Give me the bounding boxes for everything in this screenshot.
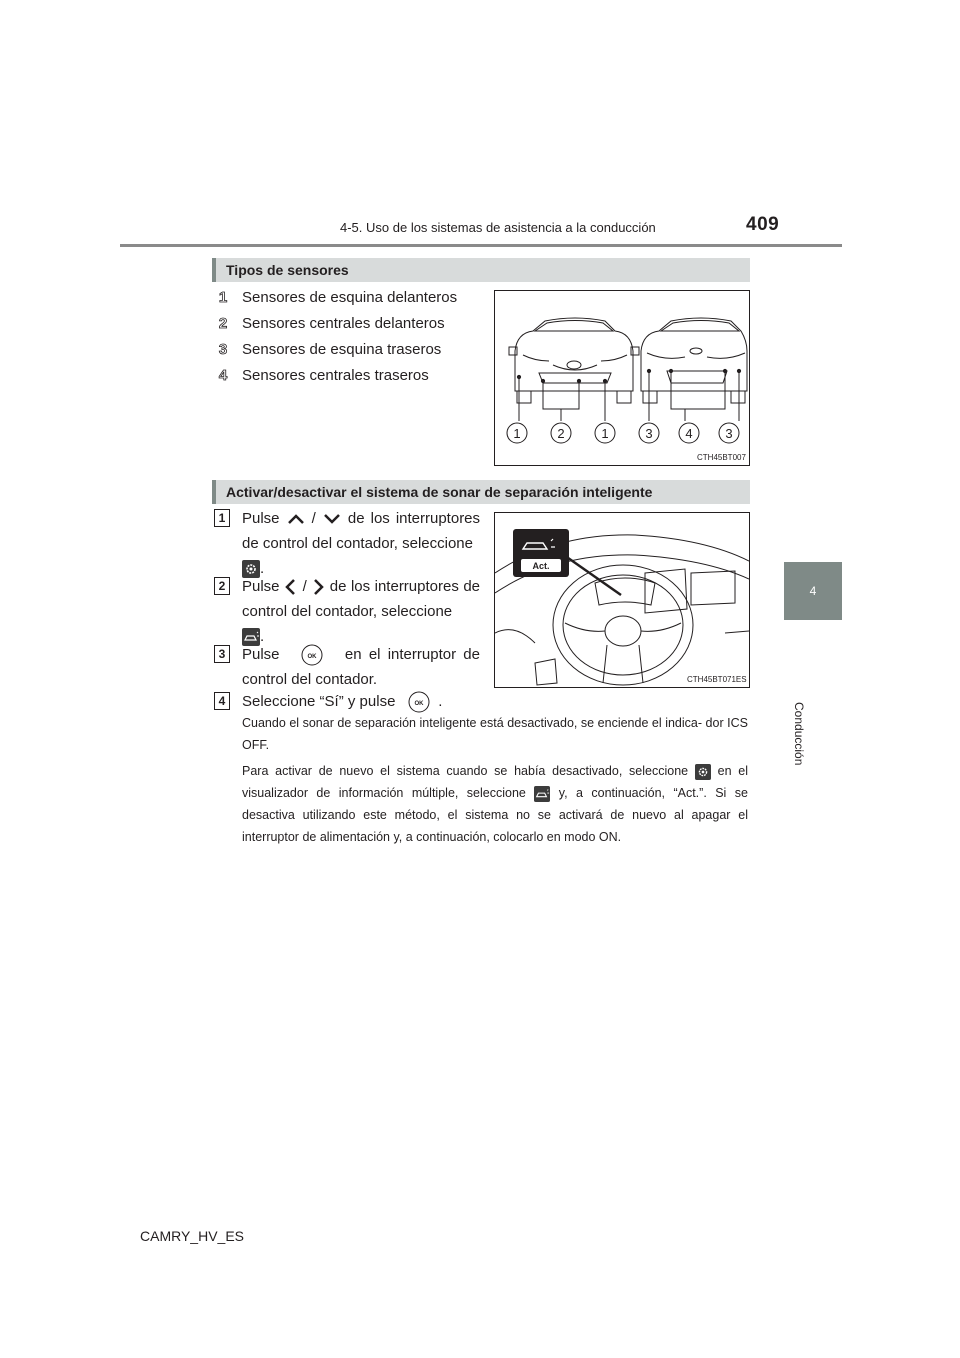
- note-text-part: Para activar de nuevo el sistema cuando se había desactivado, seleccione: [242, 764, 689, 778]
- item-number: 2: [218, 314, 228, 332]
- step-text-part: de los interruptores de control del contador, seleccione: [242, 578, 481, 620]
- step-text-part: Pulse: [242, 510, 280, 527]
- callout-label: 3: [645, 426, 653, 441]
- step-text-part: en el interruptor de control del contador.: [242, 646, 480, 688]
- gear-icon: [695, 764, 711, 780]
- step-text: [242, 689, 542, 714]
- step-text-part: /: [302, 578, 307, 595]
- chevron-right-icon: [311, 578, 325, 596]
- footer-model: CAMRY_HV_ES: [140, 1228, 245, 1244]
- meter-control-figure: [494, 512, 750, 688]
- callout-label: 1: [513, 426, 521, 441]
- section-title-activate: [212, 480, 750, 504]
- list-item: [214, 364, 429, 386]
- note-paragraph: Cuando el sonar de separación inteligente está desactivado, se enciende el indica- dor ICS OFF.: [242, 716, 748, 752]
- section-title-text: Activar/desactivar el sistema de sonar de separación inteligente: [226, 484, 653, 500]
- step-number: 3: [214, 645, 230, 663]
- item-number: 1: [218, 288, 228, 306]
- step-text-part: Seleccione “Sí” y pulse: [242, 693, 396, 710]
- callout-label: 2: [557, 426, 565, 441]
- svg-text:OK: OK: [414, 701, 424, 708]
- callout-label: 1: [601, 426, 609, 441]
- chapter-label: Conducción: [792, 702, 806, 766]
- callout-label: 4: [685, 426, 693, 441]
- item-number: 4: [218, 366, 228, 384]
- chapter-number: 4: [809, 584, 817, 598]
- svg-text:OK: OK: [307, 654, 317, 661]
- note-text-part: y, a continuación, “Act.”. Si se desactiva utilizando este método, el sistema no se activará de nuevo al apagar el interruptor de alimentación y, a continuación, colocarlo en modo ON.: [242, 786, 748, 844]
- callout-label: 3: [725, 426, 733, 441]
- steering-wheel-illustration: [495, 513, 749, 687]
- figure-code: CTH45BT007: [697, 453, 746, 462]
- car-front-rear-illustration: [495, 291, 749, 465]
- step-text-part: .: [260, 628, 265, 645]
- page-number: 409: [746, 214, 780, 235]
- sonar-car-icon: [534, 786, 550, 802]
- step-text-part: .: [260, 560, 265, 577]
- step-text-part: Pulse: [242, 578, 280, 595]
- item-label: Sensores centrales traseros: [242, 366, 429, 384]
- step-text-part: Pulse: [242, 646, 280, 663]
- figure-code: CTH45BT071ES: [687, 675, 747, 684]
- ok-button-icon: [408, 691, 430, 713]
- step-text: [242, 506, 480, 581]
- step-number: 2: [214, 577, 230, 595]
- section-title-text: Tipos de sensores: [226, 262, 349, 278]
- display-act-label: Act.: [532, 561, 550, 571]
- step-text: [242, 642, 480, 692]
- step-text: [242, 574, 480, 649]
- ok-button-icon: [301, 644, 323, 666]
- sensor-location-figure: [494, 290, 750, 466]
- item-number: 3: [218, 340, 228, 358]
- chapter-tab: [784, 562, 842, 620]
- list-item: [214, 338, 441, 360]
- section-title-sensor-types: [212, 258, 750, 282]
- step-text-part: /: [311, 510, 316, 527]
- chevron-up-icon: [286, 513, 306, 525]
- item-label: Sensores de esquina traseros: [242, 340, 442, 358]
- step-number: 4: [214, 692, 230, 710]
- item-label: Sensores de esquina delanteros: [242, 288, 458, 306]
- list-item: [214, 312, 445, 334]
- chevron-left-icon: [284, 578, 298, 596]
- note-paragraph: [242, 760, 748, 848]
- list-item: [214, 286, 457, 308]
- header-divider: [120, 244, 842, 247]
- step-text-part: de los interruptores de control del contador, seleccione: [242, 510, 481, 552]
- step-text-part: .: [438, 693, 443, 710]
- section-header-title: 4-5. Uso de los sistemas de asistencia a la conducción: [340, 220, 656, 235]
- note-text-part: en el visualizador de información múltiple, seleccione: [242, 764, 748, 800]
- step-number: 1: [214, 509, 230, 527]
- chapter-label-wrap: [784, 620, 842, 766]
- chevron-down-icon: [322, 513, 342, 525]
- item-label: Sensores centrales delanteros: [242, 314, 445, 332]
